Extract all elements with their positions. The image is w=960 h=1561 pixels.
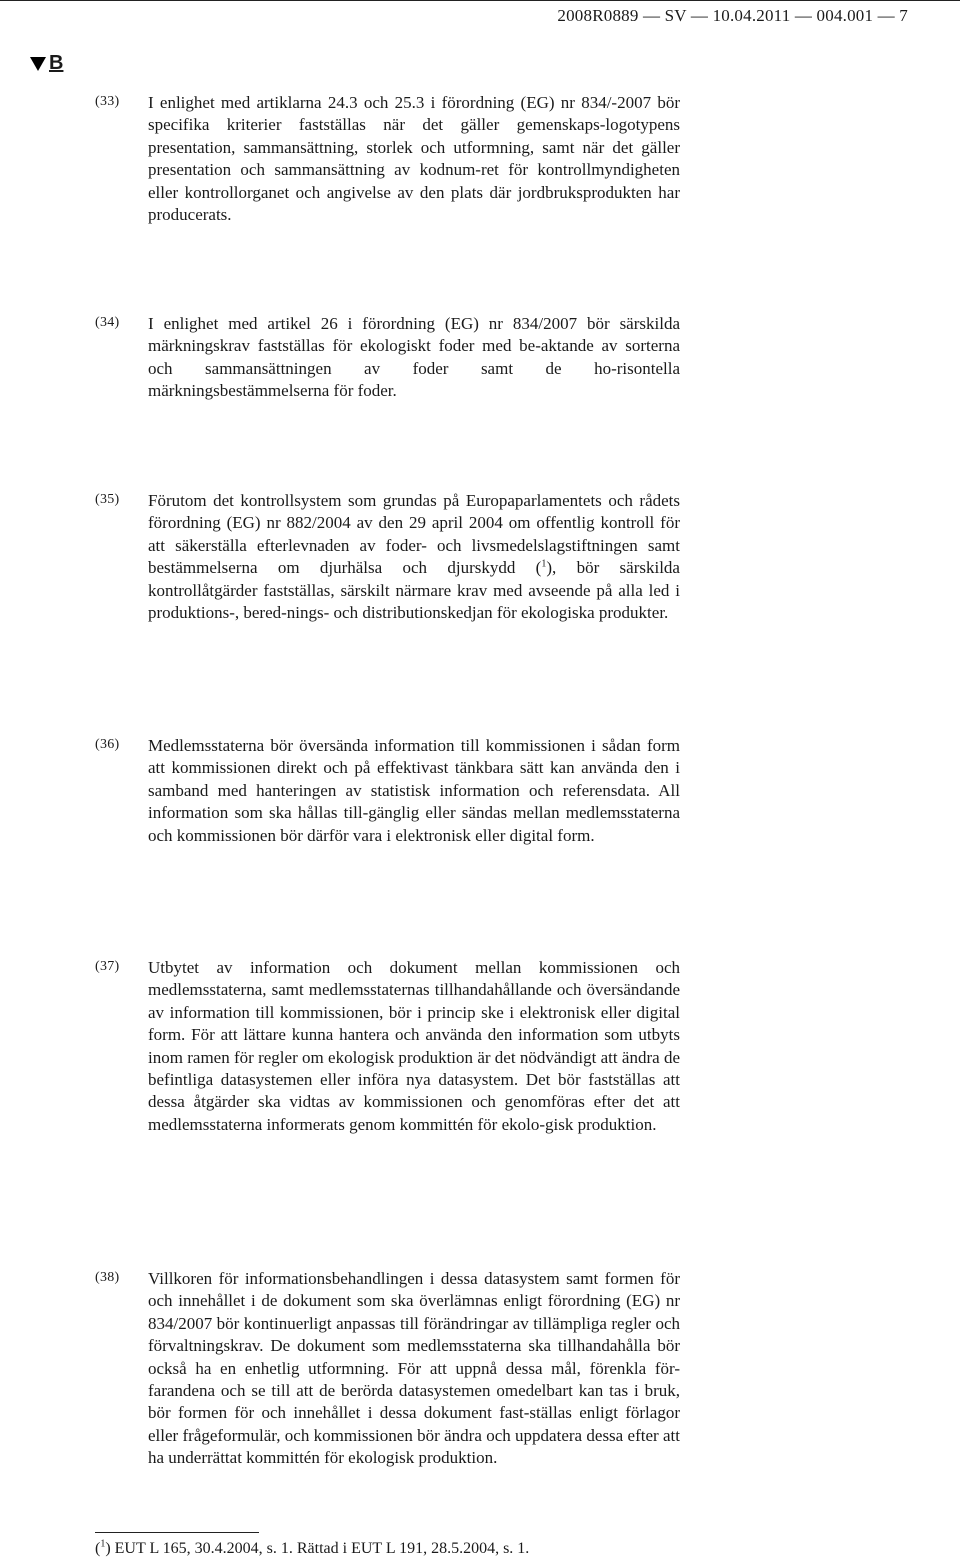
recital-text-part: Förutom det kontrollsystem som grundas på Europaparlamentets och rådets förordning (EG) nr 882/2004 av den 29 april 2004 om offentlig kontroll för att säkerställa efterlevnaden av foder- och livsmedelslagstiftningen samt bestämmelserna om djurhälsa och djurskydd ( [148, 491, 680, 578]
header-rule [0, 0, 960, 1]
recital-38 [95, 1268, 680, 1470]
recital-number: (35) [95, 492, 120, 507]
recital-text [148, 490, 680, 624]
footnote-reference[interactable]: 1 [541, 558, 547, 570]
recital-number: (36) [95, 737, 120, 752]
triangle-down-icon [30, 57, 46, 71]
recital-text: I enlighet med artiklarna 24.3 och 25.3 i förordning (EG) nr 834/-2007 bör specifika kriterier fastställas när det gäller gemenskaps-logotypens presentation, sammansättning, storlek och utformning, samt när det gäller presentation och sammansättning av kodnum-ret för kontrollmyndigheten eller kontrollorganet och angivelse av den plats där jordbruksprodukten har producerats. [148, 93, 680, 225]
recital-36 [95, 735, 680, 847]
footnote-number: 1 [100, 1538, 106, 1550]
recital-text: Medlemsstaterna bör översända information till kommissionen i sådan form att kommissionen direkt och på effektivast tänkbara sätt kan använda den i samband med hanteringen av statistisk information och referensdata. All information som ska hållas till-gänglig eller sändas mellan medlemsstaterna och kommissionen bör därför vara i elektronisk eller digital form. [148, 736, 680, 845]
amendment-marker [30, 52, 63, 75]
recital-number: (38) [95, 1270, 120, 1285]
footnote [95, 1540, 529, 1558]
footnote-separator [95, 1532, 259, 1533]
recital-text-part: ), bör särskilda kontrollåtgärder fastställas, särskilt närmare krav med avseende på alla led i produktions-, bered-nings- och distributionskedjan för ekologiska produkter. [148, 558, 680, 623]
document-reference: 2008R0889 — SV — 10.04.2011 — 004.001 — 7 [557, 6, 908, 25]
recital-text: I enlighet med artikel 26 i förordning (EG) nr 834/2007 bör särskilda märkningskrav fastställas för ekologiskt foder med be-aktande av sorterna och sammansättningen av foder samt de ho-risontella märkningsbestämmelserna för foder. [148, 314, 680, 401]
recital-33 [95, 92, 680, 226]
footnote-open: ( [95, 1540, 101, 1557]
recital-number: (34) [95, 315, 120, 330]
amendment-marker-label: B [49, 52, 64, 74]
recital-number: (33) [95, 94, 120, 109]
recital-text: Utbytet av information och dokument mellan kommissionen och medlemsstaterna, samt medlemsstaternas tillhandahållande och översändande av information till kommissionen, bör i princip ske i elektronisk eller digital form. För att lättare kunna hantera och använda den information som utbyts inom ramen för regler om ekologisk produktion är det nödvändigt att ändra de befintliga datasystemen eller införa nya datasystem. Det bör fastställas att dessa åtgärder ska vidtas av kommissionen och genomföras efter det att medlemsstaterna informerats genom kommittén för ekolo-gisk produktion. [148, 958, 680, 1134]
footnote-text: ) EUT L 165, 30.4.2004, s. 1. Rättad i EUT L 191, 28.5.2004, s. 1. [105, 1540, 530, 1557]
recital-text: Villkoren för informationsbehandlingen i dessa datasystem samt formen för och innehållet i de dokument som ska överlämnas enligt förordning (EG) nr 834/2007 bör kontinuerligt anpassas till förändringar av tillämpliga regler och förvaltningskrav. De dokument som medlemsstaterna ska tillhandahålla bör också ha en enhetlig utformning. För att uppnå dessa mål, förenkla för-farandena och se till att de berörda datasystemen omedelbart kan tas i bruk, bör formen för och innehållet i dessa dokument fast-ställas enligt förlagor eller frågeformulär, och kommissionen bör ändra och uppdatera dessa efter att ha underrättat kommittén för ekologisk produktion. [148, 1269, 680, 1468]
recital-35 [95, 490, 680, 624]
recital-37 [95, 957, 680, 1136]
recital-number: (37) [95, 959, 120, 974]
recital-34 [95, 313, 680, 403]
